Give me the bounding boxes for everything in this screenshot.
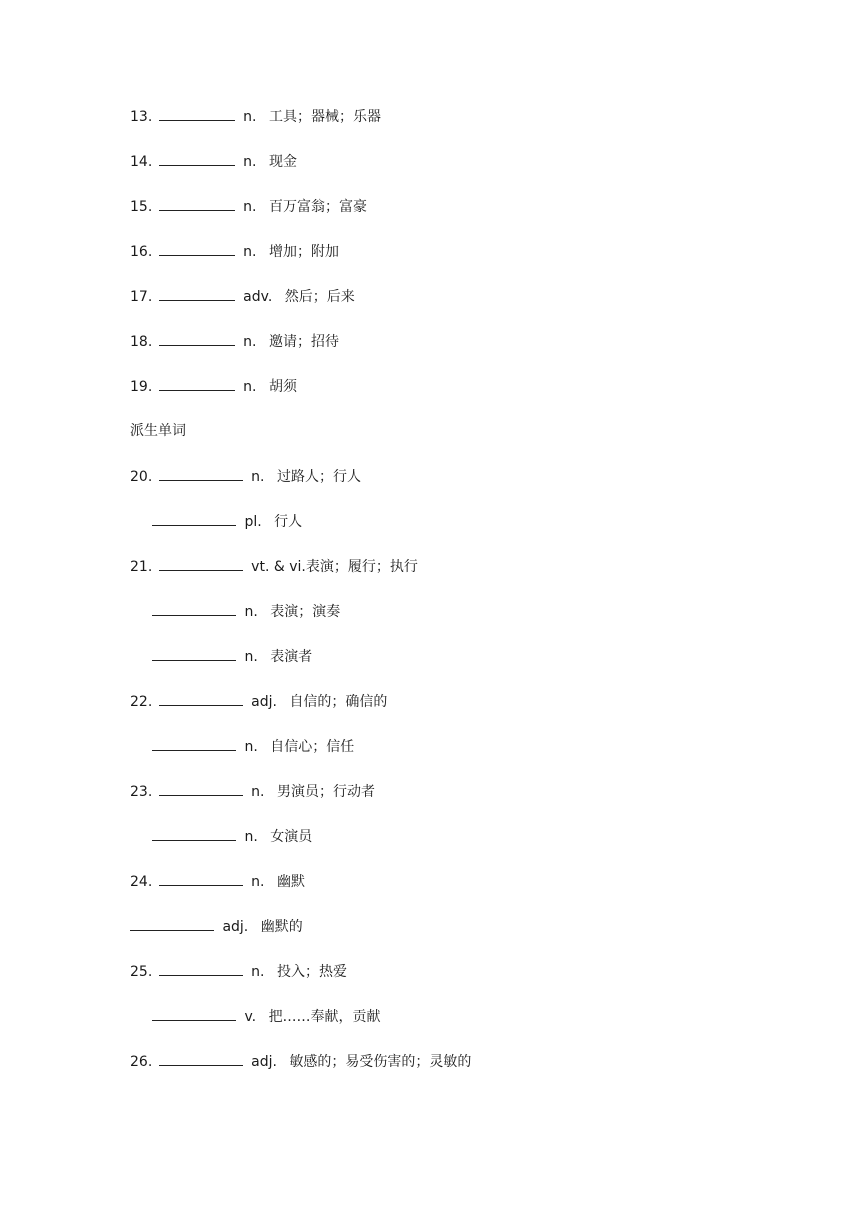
meaning: 表演；演奏 <box>270 604 341 620</box>
vocab-item-18 <box>130 331 339 352</box>
meaning: 百万富翁；富豪 <box>268 199 367 215</box>
part-of-speech: pl. <box>244 514 262 530</box>
answer-blank[interactable] <box>130 916 214 931</box>
vocab-item-20 <box>130 466 361 487</box>
answer-blank[interactable] <box>159 466 243 481</box>
answer-blank[interactable] <box>159 1051 243 1066</box>
vocab-item-22 <box>130 691 387 712</box>
answer-blank[interactable] <box>152 736 236 751</box>
part-of-speech: n. <box>243 199 257 215</box>
meaning: 幽默的 <box>260 919 303 935</box>
part-of-speech: vt. & vi. <box>251 559 306 575</box>
part-of-speech: n. <box>243 379 257 395</box>
answer-blank[interactable] <box>152 826 236 841</box>
answer-blank[interactable] <box>152 1006 236 1021</box>
answer-blank[interactable] <box>159 151 235 166</box>
item-number: 18. <box>130 334 153 350</box>
part-of-speech: n. <box>244 829 258 845</box>
answer-blank[interactable] <box>152 646 236 661</box>
vocab-subitem <box>130 916 303 937</box>
part-of-speech: adj. <box>251 1054 277 1070</box>
vocab-item-19 <box>130 376 297 397</box>
answer-blank[interactable] <box>159 196 235 211</box>
part-of-speech: n. <box>251 964 265 980</box>
item-number: 22. <box>130 694 153 710</box>
item-number: 17. <box>130 289 153 305</box>
meaning: 自信心；信任 <box>270 739 355 755</box>
vocab-subitem <box>152 736 354 757</box>
item-number: 20. <box>130 469 153 485</box>
item-number: 14. <box>130 154 153 170</box>
answer-blank[interactable] <box>152 601 236 616</box>
meaning: 敏感的；易受伤害的；灵敏的 <box>289 1054 472 1070</box>
answer-blank[interactable] <box>159 871 243 886</box>
item-number: 19. <box>130 379 153 395</box>
part-of-speech: n. <box>243 154 257 170</box>
vocab-item-14 <box>130 151 297 172</box>
meaning: 增加；附加 <box>268 244 339 260</box>
meaning: 把……奉献，贡献 <box>268 1009 381 1025</box>
meaning: 邀请；招待 <box>268 334 339 350</box>
part-of-speech: v. <box>244 1009 257 1025</box>
vocab-item-15 <box>130 196 367 217</box>
meaning: 女演员 <box>270 829 313 845</box>
answer-blank[interactable] <box>152 511 236 526</box>
meaning: 幽默 <box>276 874 305 890</box>
part-of-speech: n. <box>243 244 257 260</box>
meaning: 表演；履行；执行 <box>305 559 418 575</box>
vocab-item-16 <box>130 241 339 262</box>
item-number: 13. <box>130 109 153 125</box>
answer-blank[interactable] <box>159 106 235 121</box>
item-number: 21. <box>130 559 153 575</box>
item-number: 23. <box>130 784 153 800</box>
item-number: 24. <box>130 874 153 890</box>
answer-blank[interactable] <box>159 286 235 301</box>
part-of-speech: n. <box>244 649 258 665</box>
answer-blank[interactable] <box>159 961 243 976</box>
part-of-speech: n. <box>243 334 257 350</box>
vocab-item-23 <box>130 781 375 802</box>
item-number: 16. <box>130 244 153 260</box>
item-number: 26. <box>130 1054 153 1070</box>
item-number: 25. <box>130 964 153 980</box>
vocab-item-24 <box>130 871 305 892</box>
vocab-item-25 <box>130 961 347 982</box>
answer-blank[interactable] <box>159 691 243 706</box>
vocab-subitem <box>152 1006 381 1027</box>
meaning: 胡须 <box>268 379 297 395</box>
answer-blank[interactable] <box>159 376 235 391</box>
meaning: 男演员；行动者 <box>276 784 375 800</box>
answer-blank[interactable] <box>159 556 243 571</box>
part-of-speech: n. <box>251 784 265 800</box>
meaning: 现金 <box>268 154 297 170</box>
meaning: 自信的；确信的 <box>289 694 388 710</box>
vocab-item-13 <box>130 106 381 127</box>
part-of-speech: n. <box>244 739 258 755</box>
meaning: 表演者 <box>270 649 313 665</box>
vocab-subitem <box>152 601 340 622</box>
answer-blank[interactable] <box>159 241 235 256</box>
vocab-item-21 <box>130 556 418 577</box>
vocab-subitem <box>152 646 312 667</box>
meaning: 投入；热爱 <box>276 964 347 980</box>
answer-blank[interactable] <box>159 781 243 796</box>
vocab-subitem <box>152 826 312 847</box>
part-of-speech: n. <box>243 109 257 125</box>
part-of-speech: n. <box>251 874 265 890</box>
part-of-speech: adv. <box>243 289 273 305</box>
answer-blank[interactable] <box>159 331 235 346</box>
part-of-speech: n. <box>244 604 258 620</box>
part-of-speech: adj. <box>222 919 249 935</box>
part-of-speech: n. <box>251 469 265 485</box>
meaning: 过路人；行人 <box>276 469 361 485</box>
vocab-item-17 <box>130 286 355 307</box>
meaning: 行人 <box>274 514 303 530</box>
part-of-speech: adj. <box>251 694 277 710</box>
vocab-item-26 <box>130 1051 471 1072</box>
meaning: 然后；后来 <box>284 289 355 305</box>
section-title: 派生单词 <box>130 423 186 439</box>
meaning: 工具；器械；乐器 <box>268 109 381 125</box>
vocab-subitem <box>152 511 302 532</box>
item-number: 15. <box>130 199 153 215</box>
